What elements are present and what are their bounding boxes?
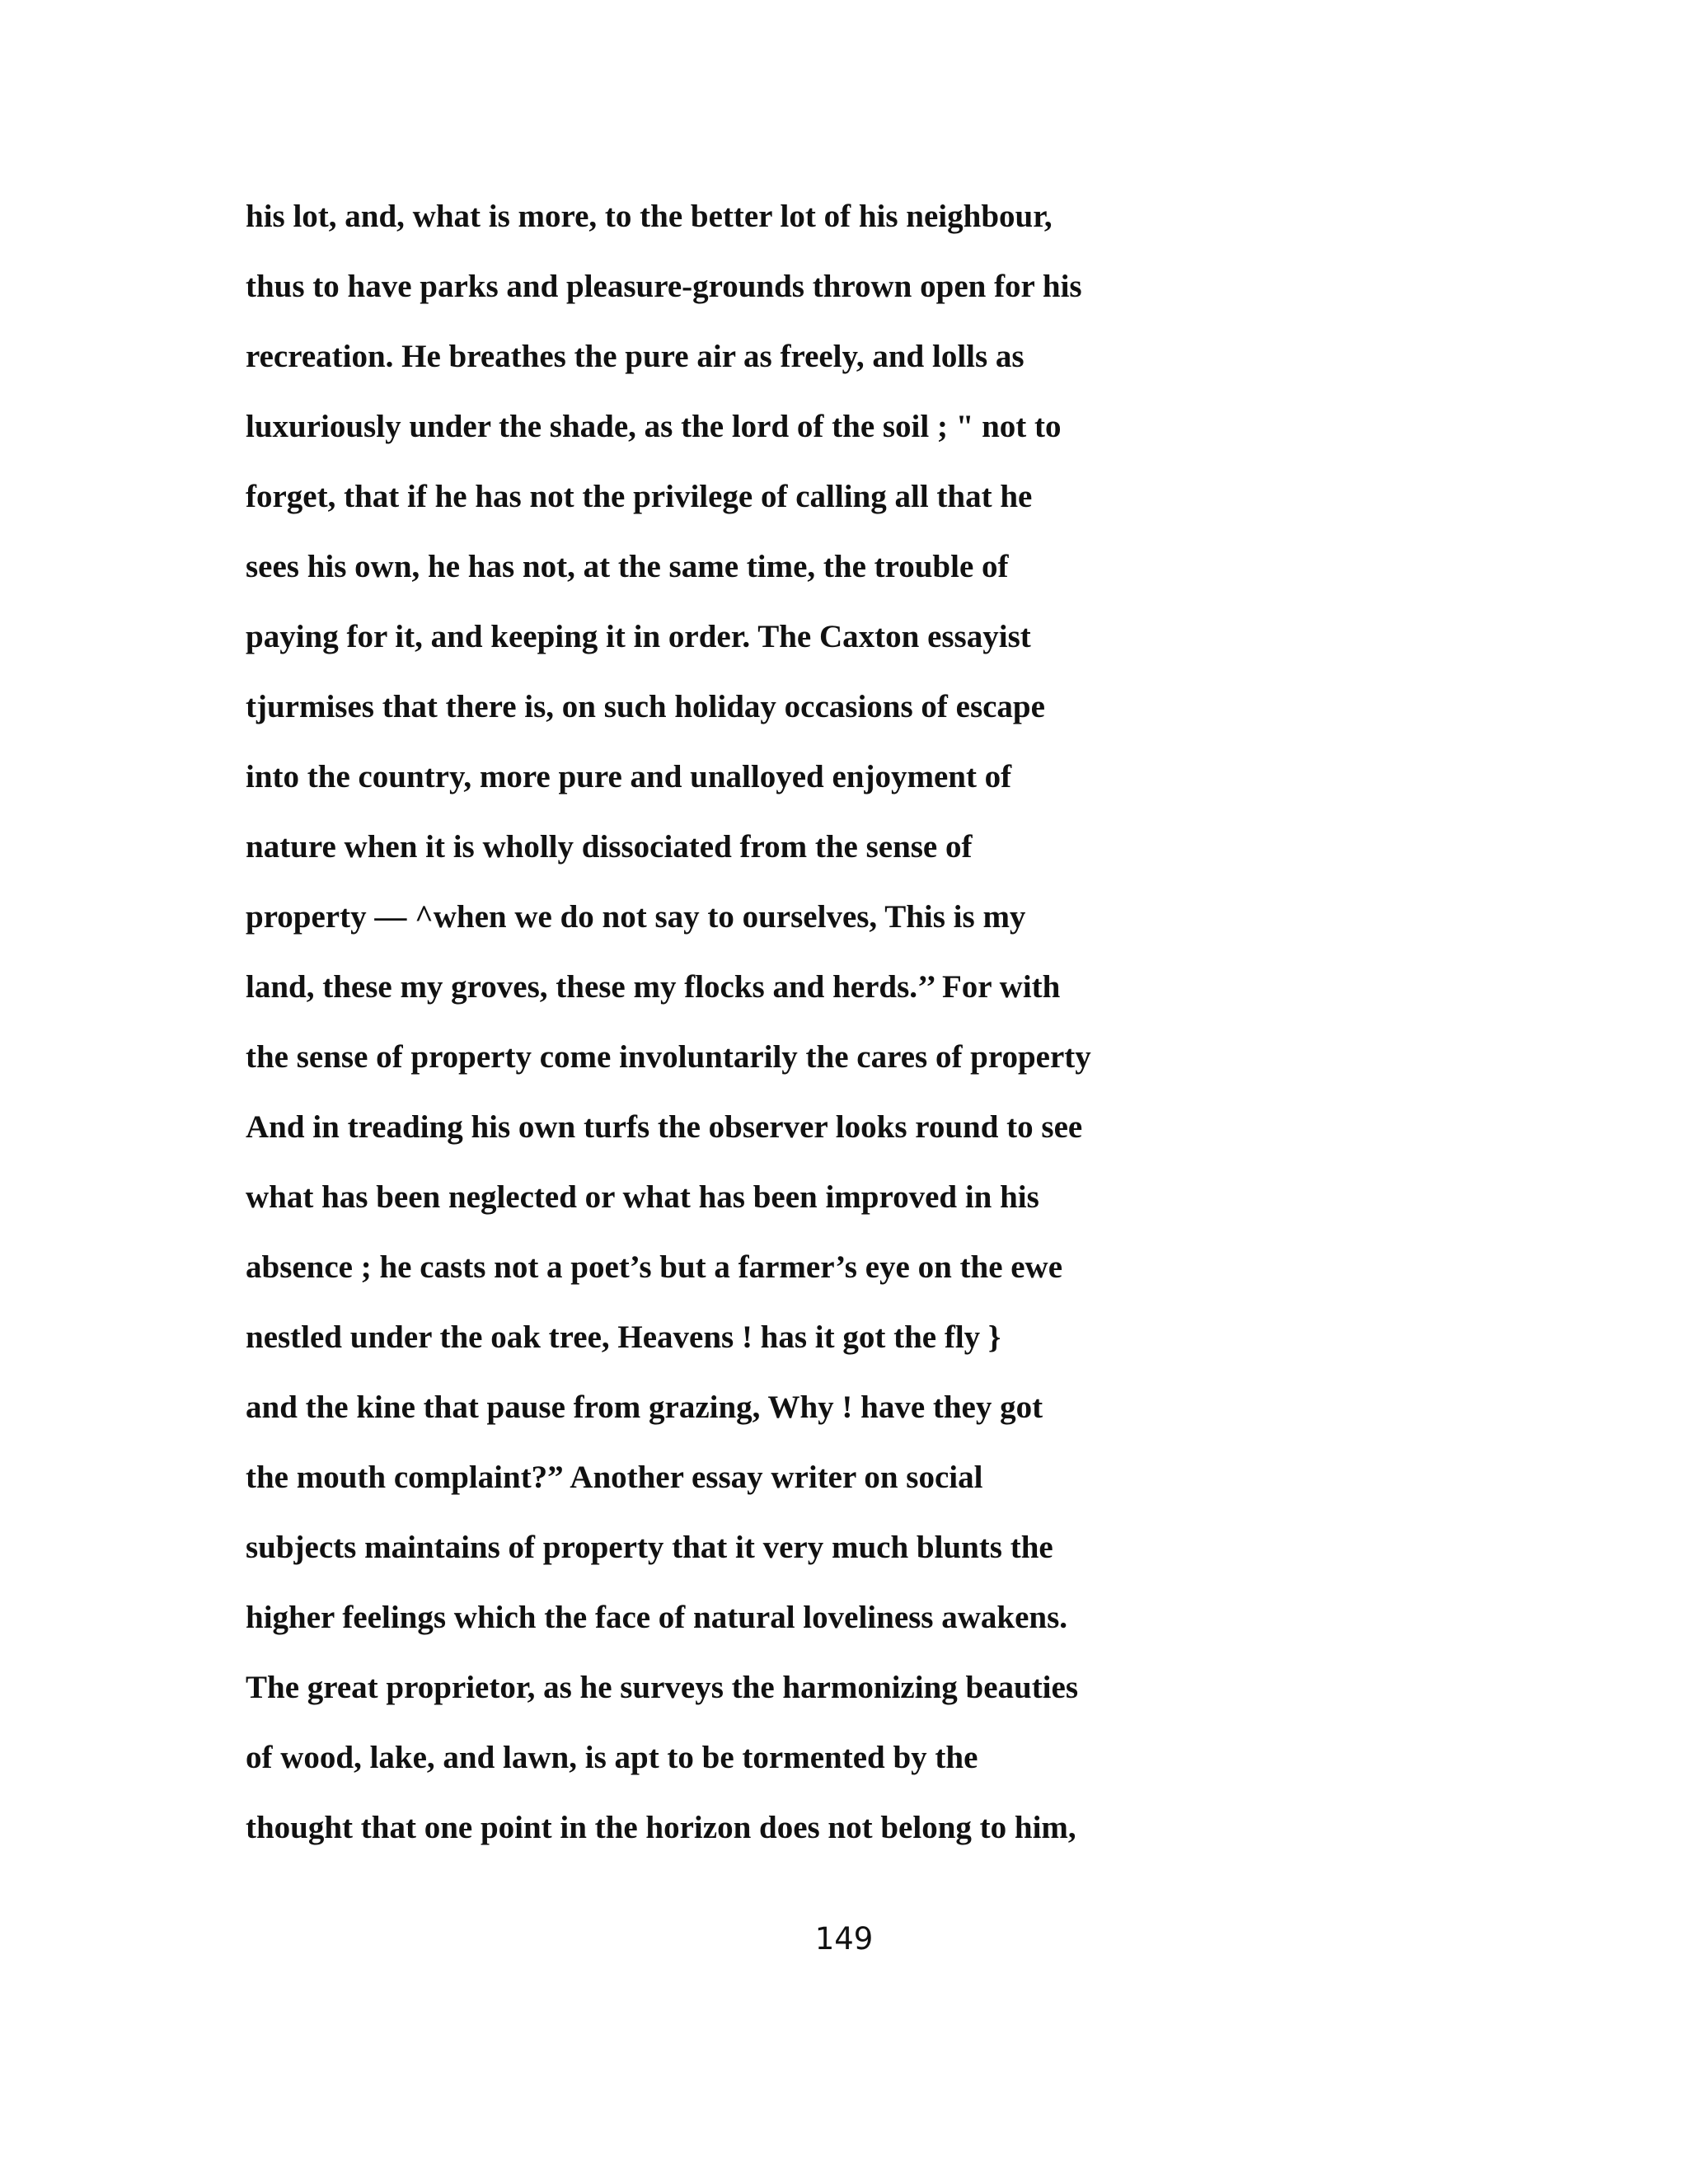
text-line: luxuriously under the shade, as the lord of the soil ; " not to — [246, 409, 1062, 444]
page-number: 149 — [814, 1921, 874, 1957]
text-line: nature when it is wholly dissociated from the sense of — [246, 829, 973, 865]
text-line: thought that one point in the horizon does not belong to him, — [246, 1810, 1076, 1845]
text-line: into the country, more pure and unalloyed enjoyment of — [246, 759, 1012, 794]
text-line: sees his own, he has not, at the same time, the trouble of — [246, 549, 1009, 584]
text-line: absence ; he casts not a poet’s but a farmer’s eye on the ewe — [246, 1249, 1063, 1285]
text-line: thus to have parks and pleasure-grounds thrown open for his — [246, 269, 1082, 304]
text-line: higher feelings which the face of natural loveliness awakens. — [246, 1600, 1068, 1635]
text-line: paying for it, and keeping it in order. The Caxton essayist — [246, 619, 1031, 654]
text-line: land, these my groves, these my flocks and herds.’’ For with — [246, 969, 1061, 1005]
text-line: subjects maintains of property that it very much blunts the — [246, 1530, 1053, 1565]
text-line: his lot, and, what is more, to the better lot of his neighbour, — [246, 199, 1053, 234]
text-line: nestled under the oak tree, Heavens ! has it got the fly } — [246, 1319, 1001, 1355]
body-text — [246, 192, 1482, 1873]
text-line: the mouth complaint?” Another essay writer on social — [246, 1460, 983, 1495]
text-line: what has been neglected or what has been improved in his — [246, 1179, 1039, 1215]
text-line: recreation. He breathes the pure air as freely, and lolls as — [246, 339, 1025, 374]
text-line: tjurmises that there is, on such holiday occasions of escape — [246, 689, 1045, 724]
text-line: The great proprietor, as he surveys the harmonizing beauties — [246, 1670, 1079, 1705]
text-line: of wood, lake, and lawn, is apt to be tormented by the — [246, 1740, 978, 1775]
text-line: forget, that if he has not the privilege of calling all that he — [246, 479, 1033, 514]
text-line: property — ^when we do not say to ourselves, This is my — [246, 899, 1026, 935]
text-line: the sense of property come involuntarily the cares of property — [246, 1039, 1091, 1075]
text-line: and the kine that pause from grazing, Why ! have they got — [246, 1390, 1043, 1425]
text-line: And in treading his own turfs the observer looks round to see — [246, 1109, 1083, 1145]
